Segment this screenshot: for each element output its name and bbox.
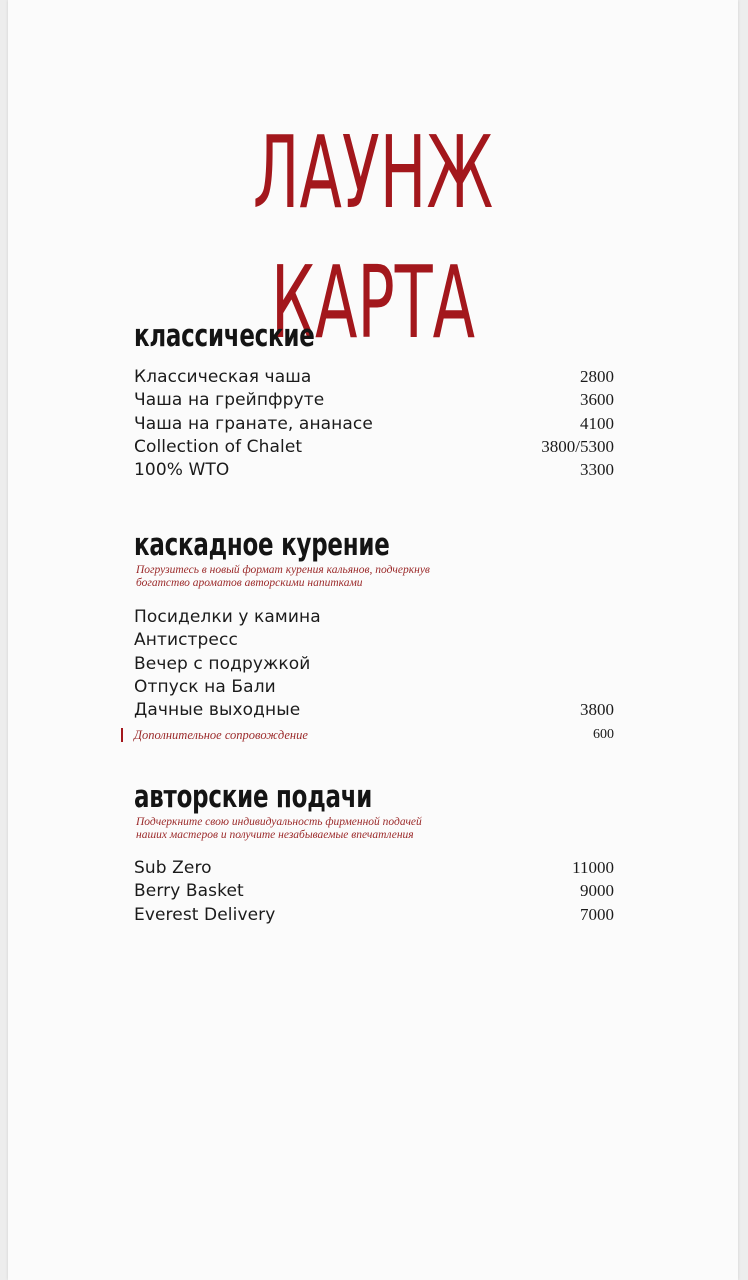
section-classic bbox=[134, 318, 614, 483]
item-price: 3300 bbox=[580, 460, 614, 480]
menu-page bbox=[8, 0, 738, 1280]
description-line: наших мастеров и получите незабываемые впечатления bbox=[136, 829, 414, 841]
item-list bbox=[134, 607, 614, 723]
item-name: Антистресс bbox=[134, 630, 238, 651]
menu-item bbox=[134, 700, 614, 723]
description-line: богатство ароматов авторскими напитками bbox=[136, 577, 363, 589]
menu-item bbox=[134, 367, 614, 390]
item-price: 7000 bbox=[580, 904, 614, 924]
menu-item bbox=[134, 437, 614, 460]
item-name: 100% WTO bbox=[134, 460, 230, 481]
item-price: 3600 bbox=[580, 390, 614, 410]
accent-marker bbox=[121, 728, 123, 742]
extra-item-price: 600 bbox=[593, 727, 614, 743]
description-line: Погрузитесь в новый формат курения кальянов, подчеркнув bbox=[136, 564, 430, 576]
item-price: 2800 bbox=[580, 367, 614, 386]
item-price: 3800 bbox=[580, 700, 614, 720]
menu-item bbox=[134, 881, 614, 904]
item-name: Вечер с подружкой bbox=[134, 653, 311, 674]
item-list bbox=[134, 858, 614, 928]
section-description bbox=[136, 816, 614, 842]
description-line: Подчеркните свою индивидуальность фирменной подачей bbox=[136, 816, 422, 828]
item-name: Дачные выходные bbox=[134, 700, 301, 721]
section-description bbox=[136, 564, 614, 590]
item-name: Посиделки у камина bbox=[134, 607, 321, 627]
menu-item bbox=[134, 414, 614, 437]
extra-item-name: Дополнительное сопровождение bbox=[134, 727, 308, 742]
item-name: Sub Zero bbox=[134, 858, 212, 878]
menu-item bbox=[134, 630, 614, 653]
menu-item bbox=[134, 390, 614, 413]
section-title: авторские подачи bbox=[134, 779, 373, 815]
menu-title: ЛАУНЖ КАРТА bbox=[252, 114, 494, 361]
item-name: Чаша на гранате, ананасе bbox=[134, 413, 373, 434]
item-price: 4100 bbox=[580, 413, 614, 433]
item-name: Berry Basket bbox=[134, 881, 244, 902]
item-name: Collection of Chalet bbox=[134, 436, 303, 457]
section-cascade bbox=[134, 527, 614, 743]
item-name: Отпуск на Бали bbox=[134, 676, 276, 697]
menu-item bbox=[134, 905, 614, 928]
menu-item bbox=[134, 460, 614, 483]
item-name: Everest Delivery bbox=[134, 904, 276, 925]
item-price: 9000 bbox=[580, 881, 614, 901]
menu-item bbox=[134, 654, 614, 677]
menu-item bbox=[134, 677, 614, 700]
section-title: каскадное курение bbox=[134, 527, 390, 563]
extra-item bbox=[134, 727, 614, 743]
menu-item bbox=[134, 858, 614, 881]
section-signature bbox=[134, 779, 614, 928]
item-name: Классическая чаша bbox=[134, 367, 312, 387]
item-name: Чаша на грейпфруте bbox=[134, 390, 325, 411]
section-title: классические bbox=[134, 318, 315, 354]
item-list bbox=[134, 367, 614, 483]
item-price: 3800/5300 bbox=[541, 436, 614, 456]
menu-item bbox=[134, 607, 614, 630]
item-price: 11000 bbox=[572, 858, 614, 877]
